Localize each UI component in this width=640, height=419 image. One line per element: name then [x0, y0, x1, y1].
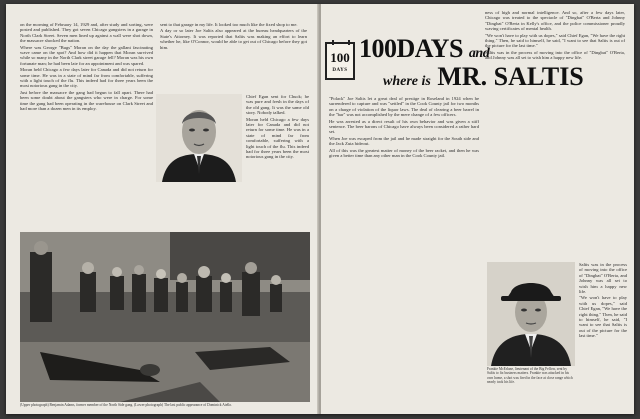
headline-number: 100	[359, 34, 397, 63]
portrait-photo-benjamin-adams	[156, 94, 242, 182]
calendar-number: 100	[330, 50, 350, 65]
right-page-caption: Frankie McErlane, lieutenant of the Big Fellow, sent by Saltis to fix business matters. Frankie was attacked in his own home, a shot was fired in the face at close range which nearly took his life.	[487, 367, 573, 385]
left-page-column-2	[160, 22, 307, 92]
paragraph: Saltis was in the process of moving into the office of "Dingbat" O'Berta, and Johnny was all set to wish him a happy new life.	[485, 49, 625, 61]
portrait-photo-frankie-mcerlane	[487, 262, 575, 366]
paragraph: on the morning of February 14, 1929 and, after study and sorting, were posted and published. They got seven Chicago gangsters in a garage in North Clark Street. Seven men lined up against a wall were shot down, the massacre shocked the nation.	[20, 22, 153, 44]
paragraph: Moran held Chicago a few days later for Canada and did not return for some time. He was in a state of mind far from comfortable, suffering with a light touch of the flu. This indeed had for three years been the most notorious gang in the city.	[20, 67, 153, 89]
paragraph: Saltis was in the process of moving into the office of "Dingbat" O'Berta, and Johnny was all set to wish him a happy new life.	[579, 262, 627, 295]
left-page-column-1	[20, 22, 153, 230]
paragraph: He was arrested as a direct result of his own behavior and was given a stiff sentence. The beer barons of Chicago have always been considered a rather hard set.	[329, 118, 479, 135]
paragraph: sent to that garage in my life. It looked too much like the fixed shop to me.	[160, 22, 298, 27]
calendar-icon	[325, 42, 355, 80]
right-page	[321, 4, 634, 414]
paragraph: A day or so later Joe Saltis also appeared at the bureau headquarters of the State's Attorney. It was reported that Saltis was making an effort to learn whether he, like O'Connor, would be able to get out of Chicago before they got him.	[160, 28, 307, 50]
paragraph: Where was George "Bugs" Moran on the day the gallant fascinating wave came on the spot? And how did it happen that Moran survived while so many in the North Clark street garage fell? Moran was his own fortunate man; he had been late for an appointment and was spared.	[20, 44, 153, 66]
right-page-column-2	[485, 10, 625, 260]
crime-scene-photo	[20, 232, 310, 402]
headline-where: where is	[383, 74, 431, 89]
paragraph: "Polack" Joe Saltis let a great deal of prestige in Roseland in 1924 when he surrendered to capture and was "settled" in the Cook County jail for two months on a charge of violation of the liquor laws. The deal of clearing a beer barrel in the "bar" was not accomplished by the mere change of a few officers.	[329, 96, 479, 118]
paragraph: All of this was the greatest matter of money of the beer racket, and then he was given a better time than any other man in the Cook County jail.	[329, 147, 479, 159]
paragraph: "We won't have to play with us dopes," said Chief Egan, "We have the right thing." Then, he said to himself, he said, "I want to see that Saltis is out of the picture for the last time."	[579, 295, 627, 339]
left-page-caption: (Upper photograph) Benjamin Adams, former member of the North Side gang. (Lower photograph) The last public appearance of Dominick Aiello.	[20, 403, 233, 407]
paragraph: Chief Egan sent for Chuck; he was pure and fresh in the days of the old gang. It was the same old story. Nobody talked.	[246, 94, 309, 116]
paragraph: ness of high and normal intelligence. And so, after a few days later, Chicago was treated to the spectacle of "Dingbat" O'Berta and Johnny "Dingbat" O'Berta in Kelly's office, and the police commissioner proudly waving certificates of mental health.	[485, 10, 625, 32]
paragraph: When Joe was escaped from the jail and he made straight for the South side and the Jack Zuta hideout.	[329, 135, 479, 147]
calendar-word: DAYS	[332, 68, 348, 73]
headline-days: DAYS	[396, 34, 463, 63]
headline-line-1	[359, 34, 489, 64]
right-page-column-1	[329, 96, 479, 396]
right-page-column-2-continued	[579, 262, 627, 402]
left-page	[6, 4, 319, 414]
paragraph: Just before the massacre the gang had begun to fall apart. There had been some doubt about the gangsters who were in charge. For some time the gang had been operating in the warehouse on Clark Street and had more than a dozen men in its employ.	[20, 89, 153, 112]
paragraph: "We won't have to play with us dopes," said Chief Egan, "We have the right thing." Then, he said to himself, he said, "I want to see that Saltis is out of the picture for the last time."	[485, 32, 625, 49]
headline-name: MR. SALTIS	[437, 62, 584, 91]
headline-and: and	[468, 46, 490, 61]
paragraph: Moran held Chicago a few days later for Canada and did not return for some time. He was in a state of mind far from comfortable, suffering with a light touch of the flu. This indeed had for three years been the most notorious gang in the city.	[246, 116, 309, 160]
left-page-column-2-continued	[246, 94, 309, 224]
magazine-spread	[6, 4, 634, 414]
